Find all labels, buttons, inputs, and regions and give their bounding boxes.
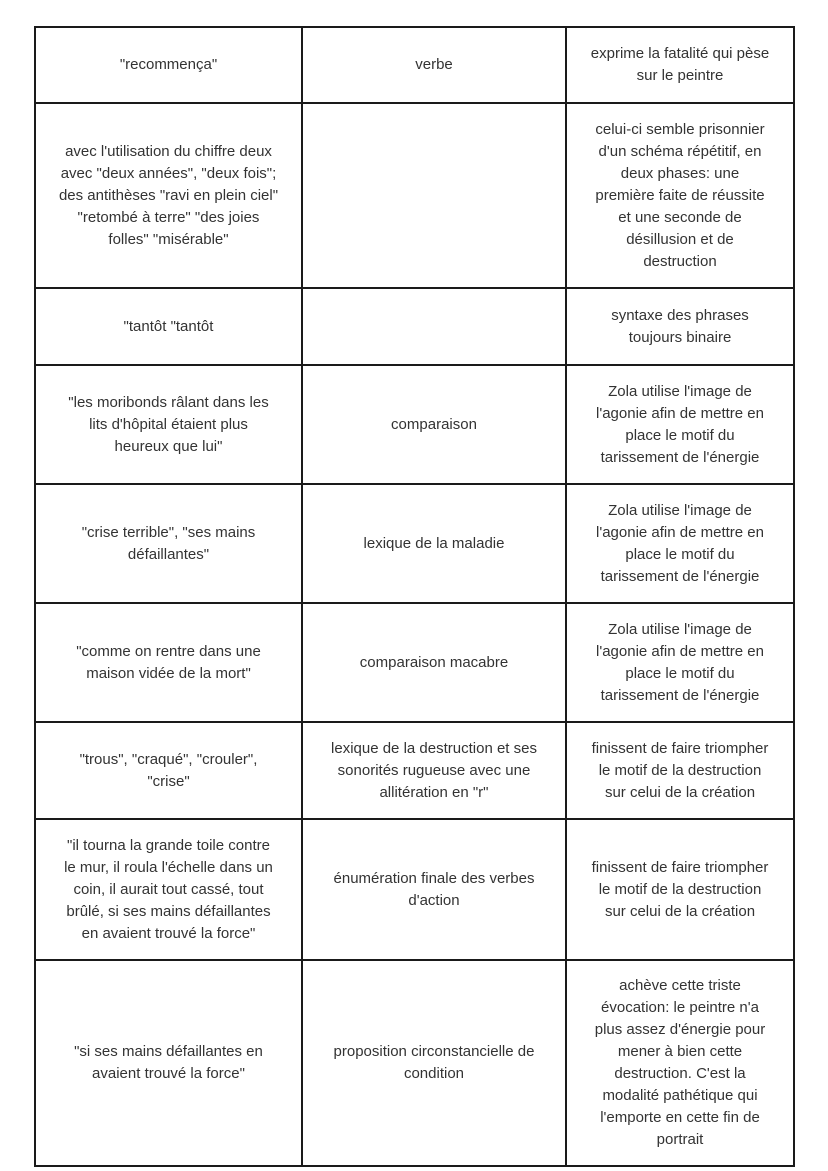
effet-cell: finissent de faire triompher le motif de la destruction sur celui de la création (566, 722, 794, 819)
procede-cell: comparaison macabre (302, 603, 566, 722)
quote-cell: "crise terrible", "ses mains défaillantes" (35, 484, 302, 603)
effet-cell: Zola utilise l'image de l'agonie afin de mettre en place le motif du tarissement de l'énergie (566, 365, 794, 484)
procede-cell: lexique de la destruction et ses sonorités rugueuse avec une allitération en "r" (302, 722, 566, 819)
table-row (35, 103, 794, 288)
procede-cell: lexique de la maladie (302, 484, 566, 603)
procede-cell (302, 103, 566, 288)
effet-cell: syntaxe des phrases toujours binaire (566, 288, 794, 365)
effet-cell: finissent de faire triompher le motif de la destruction sur celui de la création (566, 819, 794, 960)
quote-cell: "tantôt "tantôt (35, 288, 302, 365)
effet-cell: celui-ci semble prisonnier d'un schéma répétitif, en deux phases: une première faite de réussite et une seconde de désillusion et de destruction (566, 103, 794, 288)
table-row (35, 365, 794, 484)
effet-cell: exprime la fatalité qui pèse sur le peintre (566, 27, 794, 103)
table-row (35, 484, 794, 603)
quote-cell: "il tourna la grande toile contre le mur, il roula l'échelle dans un coin, il aurait tout cassé, tout brûlé, si ses mains défaillantes en avaient trouvé la force" (35, 819, 302, 960)
quote-cell: avec l'utilisation du chiffre deux avec "deux années", "deux fois"; des antithèses "ravi en plein ciel" "retombé à terre" "des joies folles" "misérable" (35, 103, 302, 288)
table-row (35, 722, 794, 819)
table-row (35, 288, 794, 365)
procede-cell (302, 288, 566, 365)
table-row (35, 27, 794, 103)
quote-cell: "comme on rentre dans une maison vidée de la mort" (35, 603, 302, 722)
analysis-table (34, 26, 795, 1167)
quote-cell: "recommença" (35, 27, 302, 103)
procede-cell: énumération finale des verbes d'action (302, 819, 566, 960)
procede-cell: verbe (302, 27, 566, 103)
quote-cell: "trous", "craqué", "crouler", "crise" (35, 722, 302, 819)
effet-cell: Zola utilise l'image de l'agonie afin de mettre en place le motif du tarissement de l'énergie (566, 603, 794, 722)
table-row (35, 819, 794, 960)
procede-cell: comparaison (302, 365, 566, 484)
quote-cell: "si ses mains défaillantes en avaient trouvé la force" (35, 960, 302, 1166)
effet-cell: Zola utilise l'image de l'agonie afin de mettre en place le motif du tarissement de l'énergie (566, 484, 794, 603)
quote-cell: "les moribonds râlant dans les lits d'hôpital étaient plus heureux que lui" (35, 365, 302, 484)
table-row (35, 960, 794, 1166)
table-row (35, 603, 794, 722)
effet-cell: achève cette triste évocation: le peintre n'a plus assez d'énergie pour mener à bien cette destruction. C'est la modalité pathétique qui l'emporte en cette fin de portrait (566, 960, 794, 1166)
procede-cell: proposition circonstancielle de condition (302, 960, 566, 1166)
